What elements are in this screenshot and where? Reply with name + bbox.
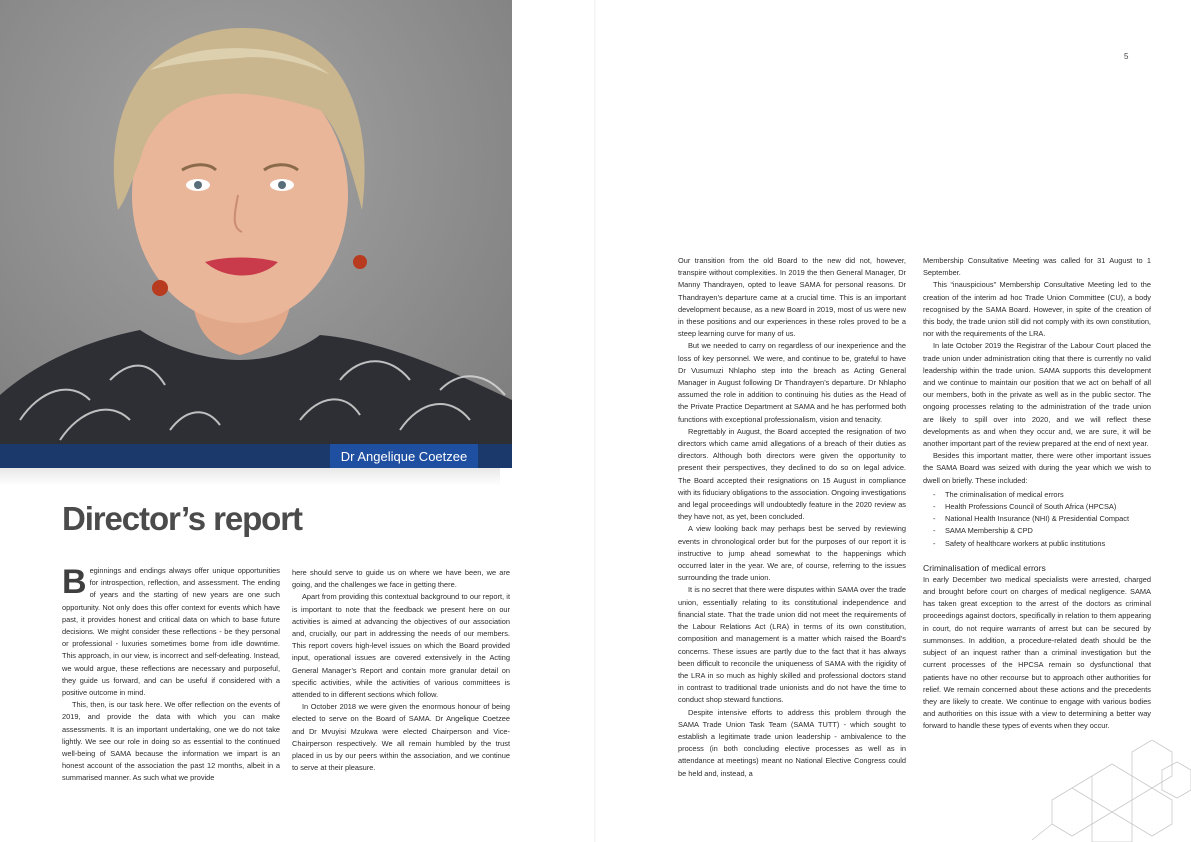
list-item-text: Health Professions Council of South Africa (HPCSA) bbox=[945, 502, 1117, 512]
paragraph: A view looking back may perhaps best be served by reviewing events in chronological order but for the purposes of our report it is instructive to jump ahead somewhat to the happenings which occurred later in the year. We are, of course, referring to the issues surrounding the trade union. bbox=[678, 524, 906, 583]
bullet-icon: - bbox=[933, 489, 936, 499]
page-title: Director’s report bbox=[62, 500, 302, 537]
caption-shadow bbox=[0, 468, 500, 486]
paragraph: Besides this important matter, there were other important issues the SAMA Board was seized with during the year which we wish to dwell on briefly. These included: bbox=[923, 451, 1151, 485]
paragraph: Apart from providing this contextual background to our report, it is important to note that the feedback we present here on our activities is aimed at advancing the objectives of our association and, crucially, our part in addressing the needs of our members. This report covers high-level issues on which the Board provided input, operational issues are covered extensively in the Acting General Manager’s Report and contain more granular detail on specific activities, while the activities of various committees is attended to in different sections which follow. bbox=[292, 592, 510, 700]
bullet-icon: - bbox=[933, 502, 936, 512]
list-item bbox=[923, 501, 1151, 513]
list-item bbox=[923, 538, 1151, 550]
list-item-text: National Health Insurance (NHI) & Presidential Compact bbox=[945, 514, 1130, 524]
paragraph-text: eginnings and endings always offer unique opportunities for introspection, reflection, and assessment. The ending of years and the starting of new years are one such opportunity. Not only does this offer context for events which have past, it provides honest and critical data on which to base future decisions. We might consider these reflections - be they personal or professional - luxuries sometimes borne from idle downtime. This approach, in our view, is incorrect and self-defeating. Instead, we would argue, these reflections are necessary and purposeful, they guide us forward, and can be useful if considered with a positive outcome in mind. bbox=[62, 566, 280, 698]
list-item bbox=[923, 489, 1151, 501]
list-item bbox=[923, 513, 1151, 525]
paragraph: Membership Consultative Meeting was called for 31 August to 1 September. bbox=[923, 256, 1151, 278]
paragraph: In late October 2019 the Registrar of the Labour Court placed the trade union under administration citing that there is currently no valid leadership within the trade union. SAMA supports this development and we continue to maintain our position that we act on behalf of all our members, both in the private as well as in the public sector. The ongoing processes relating to the administration of the trade union are likely to spill over into 2020, and we will reflect these developments as and when they occur and, we are sure, it will be another important part of the review prepared at the end of next year. bbox=[923, 341, 1151, 449]
list-item-text: The criminalisation of medical errors bbox=[945, 489, 1064, 499]
paragraph: This, then, is our task here. We offer reflection on the events of 2019, and provide the data with which you can make assessments. It is an important undertaking, one we do not take lightly. We see our role in doing so as essential to the continued well-being of SAMA because the information we impart is an honest account of the association the past 12 months, albeit in a summarised manner. As such what we provide bbox=[62, 700, 280, 783]
bullet-icon: - bbox=[933, 526, 936, 536]
text-column-1 bbox=[62, 565, 280, 785]
right-page bbox=[596, 0, 1191, 842]
paragraph: This “inauspicious” Membership Consultative Meeting led to the creation of the interim ad hoc Trade Union Committee (CU), a body recognised by the SAMA Board. However, in spite of the creation of this body, the trade union still did not comply with its own constitution, nor with the requirements of the LRA. bbox=[923, 280, 1151, 339]
bullet-icon: - bbox=[933, 538, 936, 548]
paragraph bbox=[62, 565, 280, 699]
drop-cap: B bbox=[62, 563, 87, 601]
paragraph: In October 2018 we were given the enormous honour of being elected to serve on the Board of SAMA. Dr Angelique Coetzee and Dr Mvuyisi Mzukwa were elected Chairperson and Vice-Chairperson respectively. We all remain humbled by the trust placed in us by our peers within the association, and we continue to serve at their pleasure. bbox=[292, 702, 510, 773]
paragraph: Our transition from the old Board to the new did not, however, transpire without complexities. In 2019 the then General Manager, Dr Manny Thandrayen, opted to leave SAMA for personal reasons. Dr Thandrayen’s departure came at a crucial time. This is an important development because, as a new Board in 2019, most of us were new in these positions and our experiences in these roles proved to be a steep learning curve for many of us. bbox=[678, 256, 906, 339]
text-column-2 bbox=[292, 567, 510, 774]
list-item-text: Safety of healthcare workers at public institutions bbox=[945, 538, 1106, 548]
paragraph: But we needed to carry on regardless of our inexperience and the loss of key personnel. We were, and continue to be, grateful to have Dr Vusumuzi Nhlapho step into the breach as Acting General Manager in August following Dr Thandrayen’s departure. Dr Nhlapho assumed the role in addition to continuing his duties as the Head of the Private Practice Department at SAMA and he has performed both functions with exceptional professionalism, vision and tenacity. bbox=[678, 341, 906, 424]
issues-list bbox=[923, 489, 1151, 550]
hexagon-pattern-icon bbox=[1012, 740, 1191, 842]
photo-caption: Dr Angelique Coetzee bbox=[340, 449, 468, 464]
portrait-illustration bbox=[0, 0, 512, 444]
paragraph: In early December two medical specialists were arrested, charged and brought before court on charges of medical negligence. SAMA has taken great exception to the arrest of the doctors as criminal proceedings against doctors, specifically in relation to them appearing in court, do not require warrants of arrest but can be secured by summonses. In addition, a procedure-related death should be the subject of an inquest rather than a criminal investigation but the current processes of the HPCSA remain so dysfunctional that patients have no other recourse but to approach other authorities for relief. We remain concerned about these actions and the precedents they are likely to create. We continue to engage with various bodies and authorities on this issue with a view to determining a better way forward to handle these types of events when they occur. bbox=[923, 574, 1152, 731]
bullet-icon: - bbox=[933, 514, 936, 524]
list-item-text: SAMA Membership & CPD bbox=[945, 526, 1033, 536]
paragraph: Despite intensive efforts to address this problem through the SAMA Trade Union Task Team (SAMA TUTT) - which sought to establish a legitimate trade union leadership - ambivalence to the process (in both concluding elective processes as well as in attendance at meetings) meant no National Elective Congress could be held and, instead, a bbox=[678, 707, 906, 778]
section-subheading: Criminalisation of medical errors bbox=[923, 562, 1046, 573]
text-column-4 bbox=[923, 255, 1151, 733]
paragraph: here should serve to guide us on where we have been, we are going, and the challenges we face in getting there. bbox=[292, 568, 510, 590]
page-number: 5 bbox=[1124, 52, 1129, 61]
list-item bbox=[923, 525, 1151, 537]
text-column-3 bbox=[678, 255, 906, 780]
paragraph: Regrettably in August, the Board accepted the resignation of two directors which came amid allegations of a breach of their duties as directors. Although both directors were given the opportunity to present their perspectives, they declined to do so on legal advice. The Board accepted their resignations on 15 August in compliance with its fiduciary obligations to the association. Ongoing investigations and legal proceedings will undoubtedly feature in the 2020 review as they have not, as yet, been concluded. bbox=[678, 426, 907, 522]
portrait-photo bbox=[0, 0, 512, 444]
paragraph: It is no secret that there were disputes within SAMA over the trade union, essentially relating to its constitutional independence and financial state. That the trade union did not meet the requirements of the Labour Relations Act (LRA) in terms of its own constitution, composition and management is a matter which raised the Board’s concerns. These issues are partly due to the fact that it has always been difficult to reconcile the uniqueness of SAMA with the rigidity of the LRA in so much as highly skilled and professional doctors stand in contrast to traditional trade unionists and do not have the time to conduct shop steward functions. bbox=[678, 585, 906, 705]
